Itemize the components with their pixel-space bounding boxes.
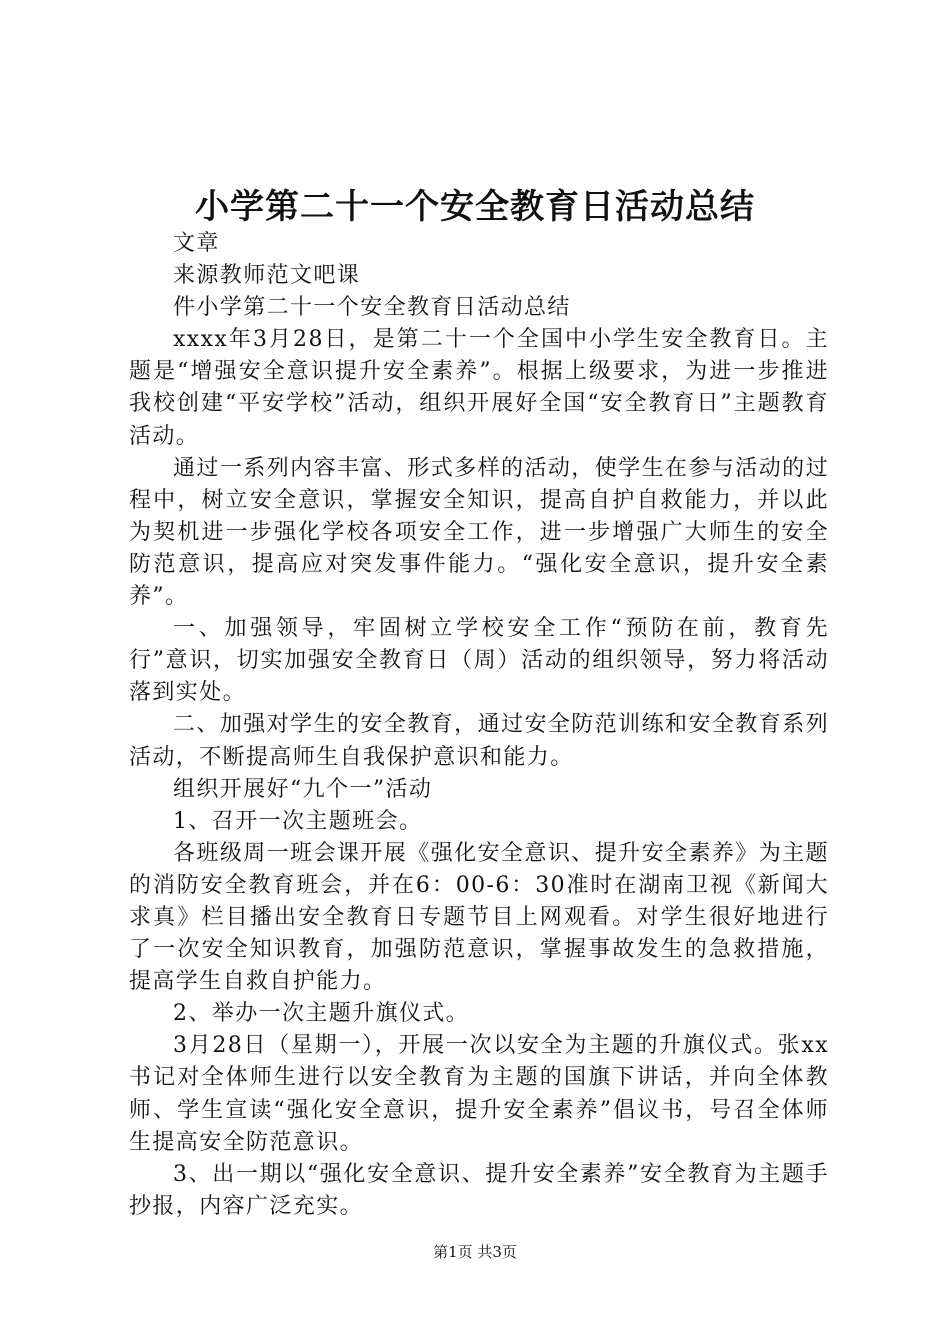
paragraph-purpose: 通过一系列内容丰富、形式多样的活动，使学生在参与活动的过程中，树立安全意识，掌握安全知识，提高自护自救能力，并以此为契机进一步强化学校各项安全工作，进一步增强广大师生的安全防范意识，提高应对突发事件能力。“强化安全意识，提升安全素养”。 xyxy=(129,455,829,610)
paragraph-item-2-body: 3月28日（星期一），开展一次以安全为主题的升旗仪式。张xx书记对全体师生进行以安全教育为主题的国旗下讲话，并向全体教师、学生宣读“强化安全意识，提升安全素养”倡议书，号召全体师生提高安全防范意识。 xyxy=(129,1033,829,1155)
document-body xyxy=(129,228,829,1223)
paragraph-nine-activities: 组织开展好“九个一”活动 xyxy=(173,776,433,802)
paragraph-source: 来源教师范文吧课 xyxy=(173,263,361,289)
paragraph-intro: xxxx年3月28日，是第二十一个全国中小学生安全教育日。主题是“增强安全意识提升安全素养”。根据上级要求，为进一步推进我校创建“平安学校”活动，组织开展好全国“安全教育日”主题教育活动。 xyxy=(129,327,829,449)
paragraph-item-3: 3、出一期以“强化安全意识、提升安全素养”安全教育为主题手抄报，内容广泛充实。 xyxy=(129,1161,829,1219)
page-number-footer: 第1页 共3页 xyxy=(433,1243,517,1261)
document-title: 小学第二十一个安全教育日活动总结 xyxy=(195,187,755,227)
paragraph-item-2-heading: 2、举办一次主题升旗仪式。 xyxy=(173,1001,470,1027)
paragraph-article: 文章 xyxy=(173,231,220,256)
paragraph-item-1-body: 各班级周一班会课开展《强化安全意识、提升安全素养》为主题的消防安全教育班会，并在6：00-6：30准时在湖南卫视《新闻大求真》栏目播出安全教育日专题节目上网观看。对学生很好地进行了一次安全知识教育，加强防范意识，掌握事故发生的急救措施，提高学生自救自护能力。 xyxy=(129,840,829,995)
paragraph-subtitle: 件小学第二十一个安全教育日活动总结 xyxy=(173,295,571,321)
paragraph-point-two: 二、加强对学生的安全教育，通过安全防范训练和安全教育系列活动，不断提高师生自我保护意识和能力。 xyxy=(129,712,829,770)
paragraph-item-1-heading: 1、召开一次主题班会。 xyxy=(173,808,423,834)
paragraph-point-one: 一、加强领导，牢固树立学校安全工作“预防在前，教育先行”意识，切实加强安全教育日（周）活动的组织领导，努力将活动落到实处。 xyxy=(129,616,829,706)
